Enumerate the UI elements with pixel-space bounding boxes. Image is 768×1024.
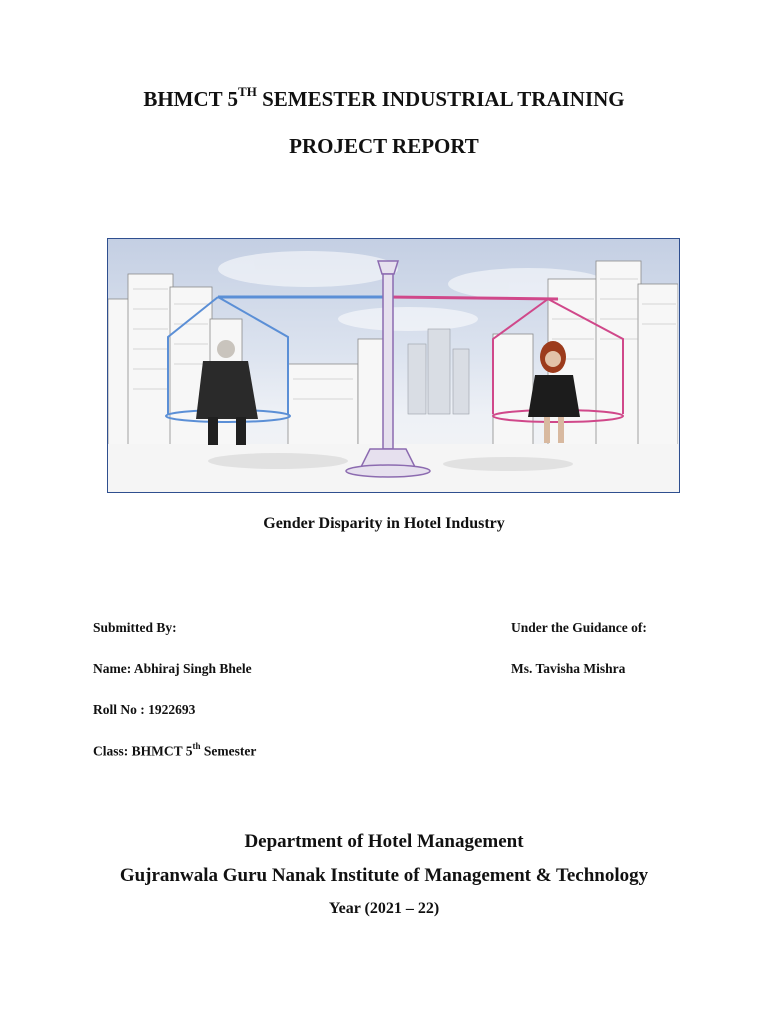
report-title — [0, 86, 768, 112]
roll-number: Roll No : 1922693 — [93, 702, 196, 717]
project-topic: Gender Disparity in Hotel Industry — [263, 515, 505, 532]
student-class — [93, 742, 256, 760]
title-suffix: SEMESTER INDUSTRIAL TRAINING — [256, 87, 625, 111]
student-name: Name: Abhiraj Singh Bhele — [93, 661, 252, 676]
cover-illustration — [107, 238, 680, 493]
left-buildings — [108, 274, 393, 449]
scales-of-justice-illustration — [108, 239, 678, 491]
academic-year: Year (2021 – 22) — [328, 900, 440, 917]
class-superscript: th — [192, 741, 201, 751]
title-prefix: BHMCT 5 — [143, 87, 239, 111]
guidance-heading: Under the Guidance of: — [511, 620, 647, 635]
class-suffix: Semester — [200, 743, 257, 759]
distant-city — [408, 329, 469, 414]
guide-name: Ms. Tavisha Mishra — [511, 661, 626, 676]
report-subtitle: PROJECT REPORT — [289, 134, 479, 158]
class-prefix: Class: BHMCT 5 — [93, 743, 193, 759]
institute-name: Gujranwala Guru Nanak Institute of Management & Technology — [119, 865, 649, 886]
submitted-by-heading: Submitted By: — [93, 620, 177, 635]
title-superscript: TH — [238, 84, 257, 99]
department-name: Department of Hotel Management — [244, 831, 524, 852]
